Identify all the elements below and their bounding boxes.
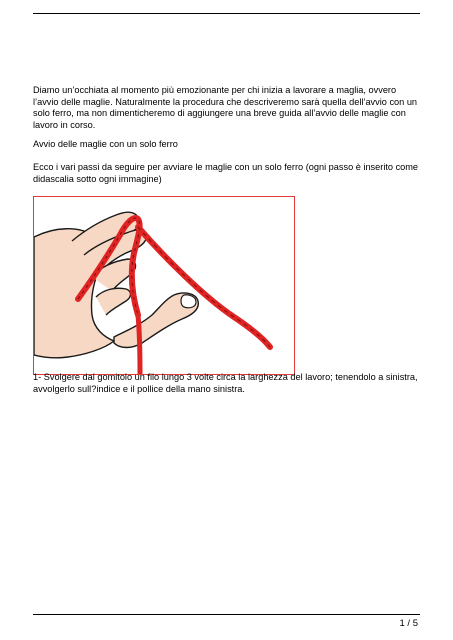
little-finger bbox=[96, 288, 131, 315]
header-rule bbox=[33, 13, 420, 14]
thumb-nail bbox=[181, 295, 196, 308]
page-number: 1 / 5 bbox=[399, 618, 418, 629]
intro-paragraph: Diamo un’occhiata al momento più emozionante per chi inizia a lavorare a maglia, ovvero l’avvio delle maglie. Naturalmente la procedura che descriveremo sarà quella dell’avvio con un solo ferro, ma non dimenticheremo di aggiungere una breve guida all’avvio delle maglie con lavoro in corso. bbox=[33, 85, 418, 130]
yarn-tail bbox=[138, 315, 140, 374]
step1-caption: 1- Svolgere dal gomitolo un filo lungo 3 volte circa la larghezza del lavoro; tenendolo a sinistra, avvolgerlo sull?indice e il pollice della mano sinistra. bbox=[33, 372, 418, 394]
footer-rule bbox=[33, 614, 420, 615]
steps-intro-paragraph: Ecco i vari passi da seguire per avviare le maglie con un solo ferro (ogni passo è inserito come didascalia sotto ogni immagine) bbox=[33, 162, 419, 184]
hand-with-yarn-illustration bbox=[34, 197, 294, 374]
section-heading: Avvio delle maglie con un solo ferro bbox=[33, 139, 178, 149]
step1-illustration bbox=[33, 196, 295, 375]
